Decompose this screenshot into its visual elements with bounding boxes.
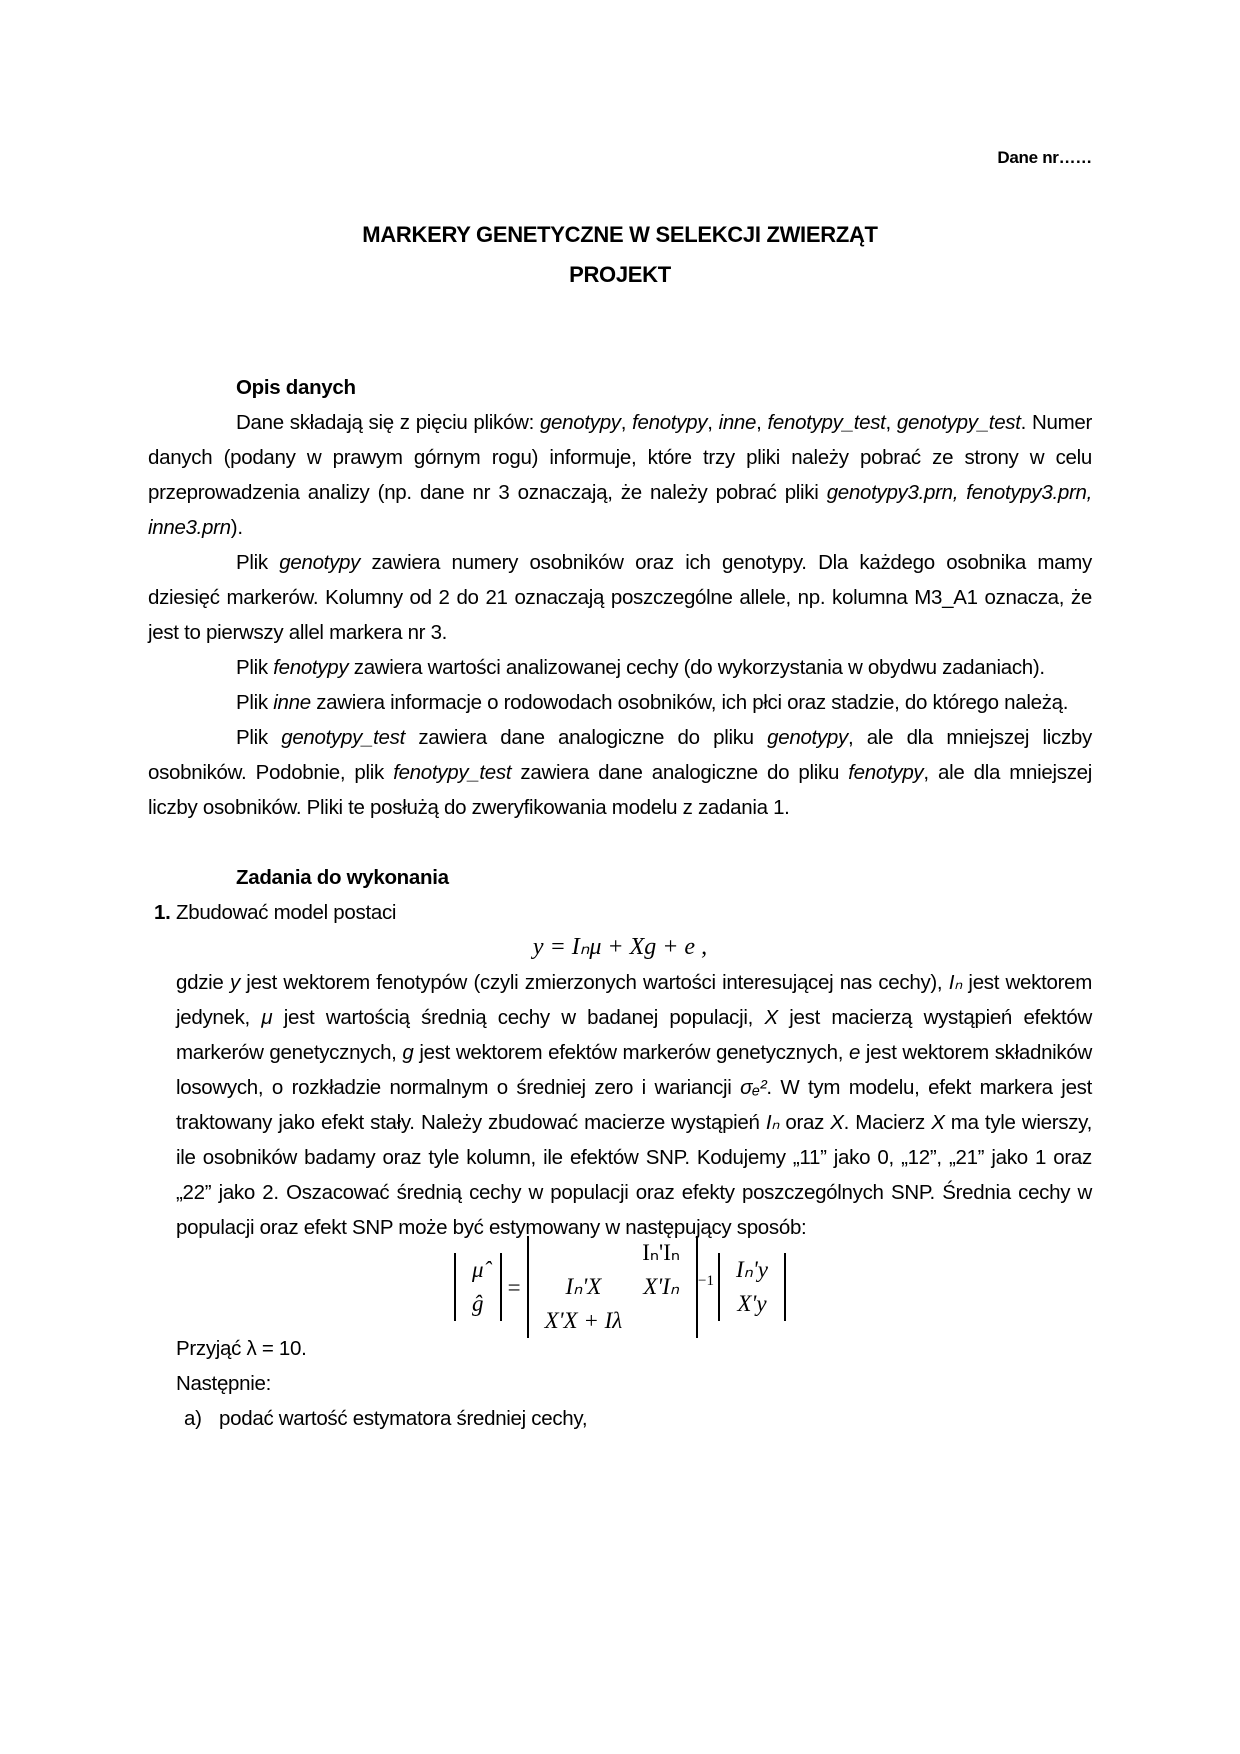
italic-term: inne [718,411,757,434]
text-run: zawiera numery osobników oraz ich genotypy. Dla każdego osobnika mamy dziesięć markerów. Kolumny od 2 do 21 oznaczają poszczególne allele, np. kolumna M3_A1 oznacza, że jest to pierwszy allel markera nr 3. [148,551,1092,644]
paragraph [148,650,1092,685]
matrix-cell: Iₙ'X [565,1274,602,1299]
text-run: gdzie [176,971,230,994]
italic-term: e [848,1041,861,1064]
model-description [148,965,1092,1245]
italic-term: genotypy_test [896,411,1021,434]
italic-term: X [931,1111,945,1134]
text-run: , [620,411,633,434]
document-subtitle: PROJEKT [569,262,671,287]
task-1 [148,895,1092,930]
data-number: Dane nr…… [997,148,1092,167]
text-run: jest macierzą wystąpień efektów markerów genetycznych, [176,1006,1093,1064]
italic-term: g [402,1041,414,1064]
next-text: Następnie: [176,1372,272,1395]
text-run: Plik [236,656,274,679]
italic-term: inne [273,691,311,714]
section-heading: Opis danych [236,376,356,399]
italic-term: σₑ² [740,1076,767,1099]
text-run: Plik [236,691,274,714]
text-run: jest wektorem fenotypów (czyli zmierzonych wartości interesującej nas cechy), [239,971,949,994]
text-run: Plik [236,551,280,574]
text-run: oraz [779,1111,831,1134]
italic-term: genotypy3.prn, fenotypy3.prn, inne3.prn [148,481,1092,539]
italic-term: fenotypy [632,411,708,434]
matrix-cell: X'Iₙ [643,1274,680,1299]
italic-term: genotypy_test [281,726,405,749]
italic-term: genotypy [767,726,848,749]
text-run: , [707,411,719,434]
list-label: a) [184,1407,202,1430]
task-number: 1. [154,901,171,924]
matrix-cell: Iₙ'y [736,1257,768,1282]
italic-term: μ [261,1006,273,1029]
paragraph [148,405,1092,545]
italic-term: fenotypy_test [767,411,886,434]
text-run: zawiera dane analogiczne do pliku [404,726,768,749]
section-heading: Zadania do wykonania [236,866,449,889]
text-run: zawiera dane analogiczne do pliku [511,761,849,784]
italic-term: fenotypy [848,761,924,784]
italic-term: genotypy [539,411,621,434]
g-hat: ĝ [472,1291,484,1316]
paragraph [148,720,1092,825]
text-run: . Numer danych (podany w prawym górnym rogu) informuje, które trzy pliki należy pobrać ze strony w celu przeprowadzenia analizy (np. dane nr 3 oznaczają, że należy pobrać pliki [148,411,1093,504]
mu-hat: μ̂ [472,1257,484,1282]
text-run: zawiera wartości analizowanej cechy (do wykorzystania w obydwu zadaniach). [348,656,1045,679]
text-run: . Macierz [843,1111,932,1134]
matrix-cell: Iₙ'Iₙ [642,1240,681,1265]
italic-term: Iₙ [948,971,963,994]
matrix-cell: X'y [737,1291,767,1316]
italic-term: fenotypy_test [393,761,512,784]
text-run: . W tym modelu, efekt markera jest traktowany jako efekt stały. Należy zbudować macierze wystąpień [176,1076,1093,1134]
text-run: Dane składają się z pięciu plików: [236,411,540,434]
text-run: jest wektorem składników losowych, o rozkładzie normalnym o średniej zero i wariancji [176,1041,1092,1099]
estimator-equation: μ̂ ĝ = Iₙ'Iₙ Iₙ'X X'Iₙ X'X + Iλ −1 Iₙ'y X'y [148,1247,1092,1327]
text-run: jest wektorem efektów markerów genetycznych, [413,1041,849,1064]
coefficient-matrix [527,1236,698,1338]
list-text: podać wartość estymatora średniej cechy, [219,1407,588,1430]
lhs-vector [454,1253,502,1321]
matrix-cell: X'X + Iλ [544,1308,623,1333]
text-run: , [885,411,897,434]
document-title: MARKERY GENETYCZNE W SELEKCJI ZWIERZĄT [362,222,878,247]
rhs-vector [718,1253,786,1321]
italic-term: y [229,971,240,994]
italic-term: Iₙ [765,1111,780,1134]
paragraph [148,685,1092,720]
list-item-a [148,1401,1092,1436]
model-equation: y = Iₙμ + Xg + e , [532,934,708,960]
italic-term: X [764,1006,778,1029]
text-run: , ale dla mniejszej liczby osobników. Podobnie, plik [148,726,1092,784]
text-run: ). [230,516,243,539]
inverse-exponent: −1 [698,1272,714,1289]
text-run: jest wartością średnią cechy w badanej populacji, [272,1006,765,1029]
text-run: zawiera informacje o rodowodach osobników, ich płci oraz stadzie, do którego należą. [310,691,1069,714]
paragraph [148,545,1092,650]
text-run: , [756,411,768,434]
italic-term: fenotypy [273,656,349,679]
italic-term: genotypy [279,551,361,574]
task-title: Zbudować model postaci [176,901,397,924]
text-run: , ale dla mniejszej liczby osobników. Pliki te posłużą do zweryfikowania modelu z zadania 1. [148,761,1092,819]
text-run: Plik [236,726,282,749]
text-run: ma tyle wierszy, ile osobników badamy oraz tyle kolumn, ile efektów SNP. Kodujemy „11” jako 0, „12”, „21” jako 1 oraz „22” jako 2. Oszacować średnią cechy w populacji oraz efekty poszczególnych SNP. Średnia cechy w populacji oraz efekt SNP może być estymowany w następujący sposób: [176,1111,1092,1239]
text-run: jest wektorem jedynek, [176,971,1093,1029]
italic-term: X [830,1111,844,1134]
lambda-text: Przyjąć λ = 10. [176,1337,307,1360]
document-body [148,370,1092,1436]
